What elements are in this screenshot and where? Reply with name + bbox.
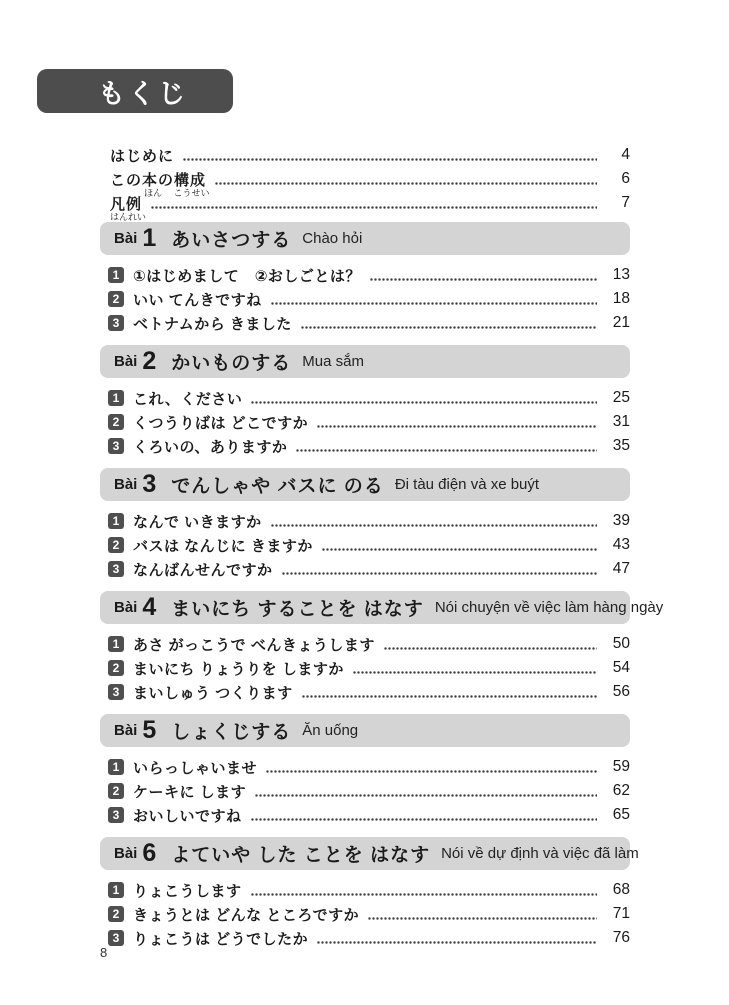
front-matter-row: [100, 167, 630, 198]
unit-title-japanese: しょくじする: [171, 722, 292, 743]
entry-label: おいしいですね: [133, 807, 242, 825]
toc-entry: [100, 926, 630, 950]
unit-items: [100, 263, 630, 335]
unit-title-vietnamese: Nói về dự định và việc đã làm: [441, 845, 639, 862]
dot-leader: [183, 158, 597, 161]
entry-label: くつうりばは どこですか: [133, 414, 309, 432]
entry-label: きょうとは どんな ところですか: [133, 906, 360, 924]
unit-word: Bài: [114, 353, 138, 370]
item-number-badge: 2: [108, 291, 124, 307]
entry-page-number: 43: [612, 536, 630, 553]
entry-page-number: 71: [612, 905, 630, 922]
toc-content: [100, 143, 664, 950]
unit-number: 6: [142, 839, 157, 867]
unit-title-japanese: よていや した ことを はなす: [171, 845, 431, 866]
unit-header: [100, 468, 630, 501]
item-number-badge: 2: [108, 660, 124, 676]
unit-word: Bài: [114, 476, 138, 493]
entry-page-number: 13: [612, 266, 630, 283]
unit-header: [100, 591, 664, 624]
toc-entry: [100, 434, 630, 458]
entry-page-number: 31: [612, 413, 630, 430]
unit-section-4: [100, 591, 664, 704]
unit-section-2: [100, 345, 630, 458]
entry-label: りょこうは どうでしたか: [133, 930, 309, 948]
item-number-badge: 1: [108, 390, 124, 406]
unit-number: 2: [142, 347, 157, 375]
unit-items: [100, 878, 630, 950]
entry-label: なんで いきますか: [133, 513, 262, 531]
entry-label: いい てんきですね: [133, 291, 262, 309]
unit-title-vietnamese: Nói chuyện về việc làm hàng ngày: [434, 599, 664, 616]
entry-label: はじめに: [110, 147, 175, 165]
unit-word: Bài: [114, 599, 138, 616]
toc-entry: [100, 311, 630, 335]
entry-label: まいしゅう つくります: [133, 684, 293, 702]
unit-header: [100, 837, 639, 870]
entry-page-number: 6: [621, 170, 630, 187]
entry-label: ケーキに します: [133, 783, 247, 801]
toc-entry: [100, 410, 630, 434]
dot-leader: [296, 449, 597, 452]
entry-page-number: 59: [612, 758, 630, 775]
unit-word: Bài: [114, 845, 138, 862]
entry-label: これ、ください: [133, 390, 243, 408]
item-number-badge: 1: [108, 513, 124, 529]
toc-entry: [100, 287, 630, 311]
unit-word: Bài: [114, 230, 138, 247]
dot-leader: [302, 695, 597, 698]
item-number-badge: 3: [108, 684, 124, 700]
dot-leader: [271, 524, 597, 527]
toc-entry: [100, 803, 630, 827]
toc-title-box: [37, 69, 233, 113]
entry-label: ①はじめまして ②おしごとは？: [133, 267, 361, 285]
toc-entry: [100, 386, 630, 410]
dot-leader: [282, 572, 597, 575]
unit-section-6: [100, 837, 639, 950]
item-number-badge: 1: [108, 882, 124, 898]
dot-leader: [151, 206, 597, 209]
entry-page-number: 18: [612, 290, 630, 307]
entry-page-number: 4: [621, 146, 630, 163]
dot-leader: [251, 818, 597, 821]
entry-page-number: 54: [612, 659, 630, 676]
entry-label: あさ がっこうで べんきょうします: [133, 636, 375, 654]
entry-label: いらっしゃいませ: [133, 759, 258, 777]
toc-entry: [100, 755, 630, 779]
entry-page-number: 7: [621, 194, 630, 211]
unit-title-japanese: あいさつする: [171, 230, 292, 251]
unit-title-vietnamese: Ăn uống: [302, 722, 359, 739]
unit-header: [100, 345, 630, 378]
entry-label: バスは なんじに きますか: [133, 537, 313, 555]
entry-label: くろいの、ありますか: [133, 438, 288, 456]
dot-leader: [271, 302, 597, 305]
entry-page-number: 56: [612, 683, 630, 700]
unit-title-vietnamese: Chào hỏi: [302, 230, 363, 247]
unit-number: 3: [142, 470, 157, 498]
toc-entry: [100, 509, 630, 533]
dot-leader: [370, 278, 597, 281]
dot-leader: [215, 182, 597, 185]
toc-entry: [100, 878, 630, 902]
item-number-badge: 3: [108, 561, 124, 577]
item-number-badge: 3: [108, 438, 124, 454]
dot-leader: [251, 401, 597, 404]
unit-items: [100, 755, 630, 827]
toc-entry: [100, 902, 630, 926]
dot-leader: [317, 941, 597, 944]
unit-word: Bài: [114, 722, 138, 739]
toc-entry: [100, 656, 630, 680]
unit-title-vietnamese: Mua sắm: [302, 353, 364, 370]
unit-title-japanese: まいにち することを はなす: [171, 599, 424, 620]
toc-entry: [100, 632, 630, 656]
item-number-badge: 2: [108, 414, 124, 430]
toc-entry: [100, 533, 630, 557]
unit-section-3: [100, 468, 630, 581]
unit-items: [100, 386, 630, 458]
dot-leader: [266, 770, 597, 773]
dot-leader: [251, 893, 597, 896]
unit-number: 5: [142, 716, 157, 744]
dot-leader: [301, 326, 597, 329]
book-page-number: 8: [100, 945, 108, 960]
dot-leader: [368, 917, 597, 920]
item-number-badge: 3: [108, 930, 124, 946]
unit-header: [100, 714, 630, 747]
entry-label: この本の構成: [110, 171, 207, 189]
entry-page-number: 62: [612, 782, 630, 799]
entry-label: なんばんせんですか: [133, 561, 273, 579]
toc-entry: [100, 680, 630, 704]
item-number-badge: 3: [108, 315, 124, 331]
furigana: はんれい: [110, 212, 147, 222]
unit-section-5: [100, 714, 630, 827]
unit-section-1: [100, 222, 630, 335]
entry-page-number: 35: [612, 437, 630, 454]
item-number-badge: 1: [108, 267, 124, 283]
front-matter-row: [100, 143, 630, 167]
entry-page-number: 68: [612, 881, 630, 898]
entry-page-number: 50: [612, 635, 630, 652]
front-matter: [100, 143, 630, 222]
item-number-badge: 2: [108, 906, 124, 922]
item-number-badge: 1: [108, 759, 124, 775]
unit-title-japanese: でんしゃや バスに のる: [171, 476, 384, 497]
dot-leader: [384, 647, 597, 650]
entry-page-number: 47: [612, 560, 630, 577]
entry-label: まいにち りょうりを しますか: [133, 660, 344, 678]
unit-header: [100, 222, 630, 255]
entry-page-number: 76: [612, 929, 630, 946]
unit-items: [100, 509, 630, 581]
unit-number: 1: [142, 224, 157, 252]
toc-entry: [100, 557, 630, 581]
dot-leader: [353, 671, 597, 674]
item-number-badge: 3: [108, 807, 124, 823]
entry-label: 凡例: [110, 195, 143, 213]
item-number-badge: 1: [108, 636, 124, 652]
entry-page-number: 39: [612, 512, 630, 529]
dot-leader: [322, 548, 597, 551]
entry-page-number: 65: [612, 806, 630, 823]
item-number-badge: 2: [108, 783, 124, 799]
toc-entry: [100, 779, 630, 803]
unit-items: [100, 632, 630, 704]
unit-number: 4: [142, 593, 157, 621]
entry-page-number: 21: [612, 314, 630, 331]
page-title: もくじ: [98, 78, 188, 109]
item-number-badge: 2: [108, 537, 124, 553]
entry-page-number: 25: [612, 389, 630, 406]
furigana: ほん こうせい: [144, 188, 210, 198]
unit-title-japanese: かいものする: [171, 353, 292, 374]
toc-entry: [100, 263, 630, 287]
dot-leader: [317, 425, 597, 428]
entry-label: りょこうします: [133, 882, 242, 900]
dot-leader: [255, 794, 597, 797]
entry-label: ベトナムから きました: [133, 315, 292, 333]
front-matter-row: [100, 191, 630, 222]
unit-title-vietnamese: Đi tàu điện và xe buýt: [394, 476, 540, 493]
